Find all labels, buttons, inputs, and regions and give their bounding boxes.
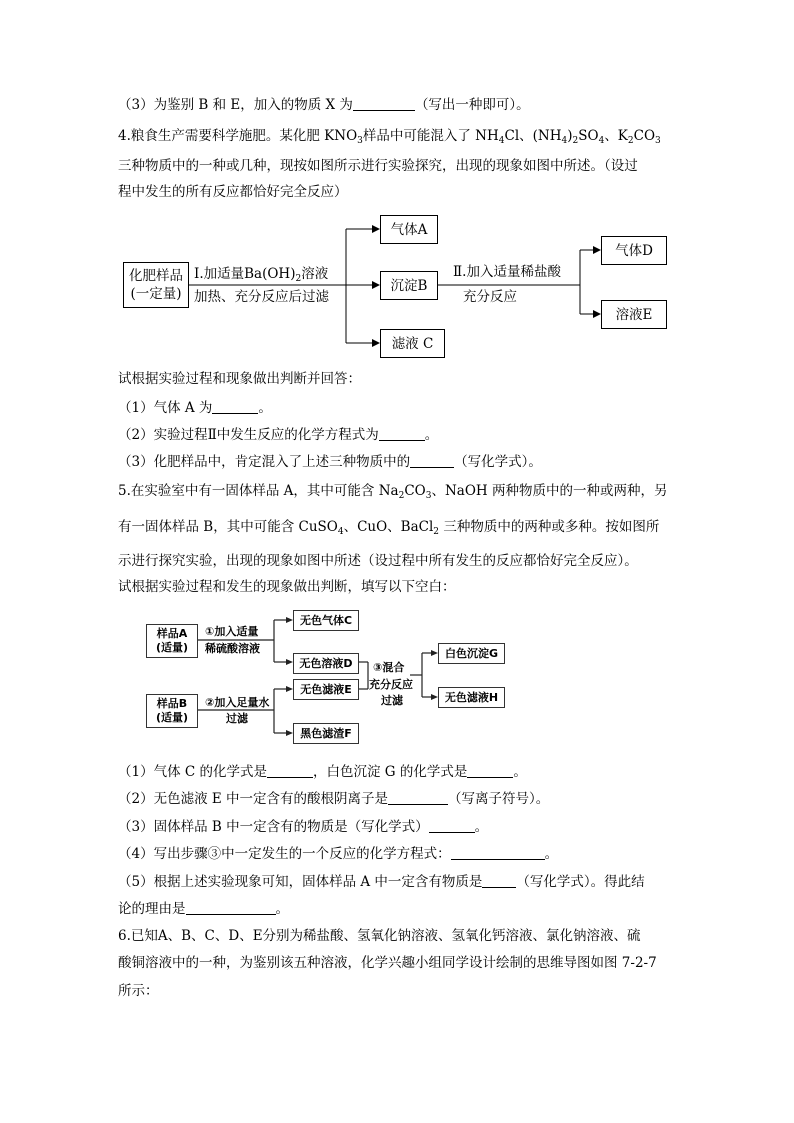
q5-intro-line4: 试根据实验过程和发生的现象做出判断，填写以下空白： [118, 579, 456, 595]
answer-blank[interactable] [267, 763, 313, 778]
q5-intro-line3: 示进行探究实验，出现的现象如图中所述（设过程中所有发生的反应都恰好完全反应）。 [118, 553, 638, 569]
q4-2-line: （2）实验过程Ⅱ中发生反应的化学方程式为 。 [118, 427, 439, 443]
solution-e-box: 溶液E [601, 300, 667, 329]
q5-2-line: （2）无色滤液 E 中一定含有的酸根阴离子是 （写离子符号）。 [118, 791, 550, 807]
answer-blank[interactable] [482, 873, 516, 888]
q5-1-line: （1）气体 C 的化学式是 ，白色沉淀 G 的化学式是 。 [118, 764, 527, 780]
gas-a-box: 气体A [380, 215, 438, 244]
q6-line2: 酸铜溶液中的一种，为鉴别该五种溶液，化学兴趣小组同学设计绘制的思维导图如图 7-2-7 [118, 955, 657, 971]
sample-a-box: 样品A (适量) [146, 624, 198, 658]
answer-blank[interactable] [467, 763, 513, 778]
step1-label-top: Ⅰ.加适量$Ba(OH)_2$溶液 [194, 266, 329, 284]
gas-d-box: 气体D [601, 236, 667, 265]
q6-line1: 6.已知A、B、C、D、E分别为稀盐酸、氢氧化钠溶液、氢氧化钙溶液、氯化钠溶液、硫 [118, 928, 641, 944]
filtrate-c-box: 滤液 C [380, 329, 445, 358]
q5-intro-line2: 有一固体样品 B，其中可能含 CuSO$_4$、CuO、BaCl$_2$ 三种物质中的两种或多种。按如图所 [118, 519, 660, 537]
q4-prompt: 试根据实验过程和现象做出判断并回答： [118, 371, 361, 387]
step2-label-top: ②加入足量水 [205, 696, 270, 709]
gas-c-box: 无色气体C [293, 610, 359, 631]
q5-intro-line1: 5.在实验室中有一固体样品 A，其中可能含 $Na_2CO_3$、NaOH 两种物质中的一种或两种，另 [118, 483, 668, 501]
q5-3-line: （3）固体样品 B 中一定含有的物质是（写化学式） 。 [118, 819, 489, 835]
q5-6-line: 论的理由是 。 [118, 901, 289, 917]
step1-label-bottom: 加热、充分反应后过滤 [194, 289, 329, 305]
step3-label-2: 充分反应 [369, 678, 413, 691]
q6-line3: 所示： [118, 983, 159, 999]
filtrate-h-box: 无色滤液H [438, 687, 505, 708]
filtrate-e-box: 无色滤液E [293, 679, 359, 700]
fertilizer-sample-box: 化肥样品 (一定量) [123, 262, 189, 308]
step2-label-bottom: 过滤 [226, 712, 248, 725]
q4-intro-line1: 4.粮食生产需要科学施肥。某化肥 $KNO_3$样品中可能混入了 $NH_4Cl$、$(NH_4)_2SO_4$、$K_2CO_3$ [118, 128, 661, 146]
step3-label-3: 过滤 [381, 694, 403, 707]
solution-d-box: 无色溶液D [293, 653, 359, 674]
q5-5-line: （5）根据上述实验现象可知，固体样品 A 中一定含有物质是 （写化学式）。得此结 [118, 874, 645, 890]
step2-label-top: Ⅱ.加入适量稀盐酸 [453, 264, 561, 280]
answer-blank[interactable] [186, 900, 276, 915]
q4-1-line: （1）气体 A 为 。 [118, 400, 272, 416]
answer-blank[interactable] [451, 845, 545, 860]
answer-blank[interactable] [410, 453, 454, 468]
answer-blank[interactable] [379, 426, 425, 441]
precipitate-g-box: 白色沉淀G [438, 643, 505, 664]
q4-intro-line3: 程中发生的所有反应都恰好完全反应） [118, 184, 348, 200]
answer-blank[interactable] [212, 399, 258, 414]
q4-3-line: （3）化肥样品中，肯定混入了上述三种物质中的 （写化学式）。 [118, 454, 542, 470]
q5-4-line: （4）写出步骤③中一定发生的一个反应的化学方程式： 。 [118, 846, 559, 862]
step1-label-bottom: 稀硫酸溶液 [205, 642, 260, 655]
precipitate-b-box: 沉淀B [380, 271, 438, 300]
q3-tail: （写出一种即可）。 [414, 97, 530, 113]
answer-blank[interactable] [429, 818, 475, 833]
residue-f-box: 黑色滤渣F [293, 723, 359, 744]
step2-label-bottom: 充分反应 [463, 289, 517, 305]
q3-text: （3）为鉴别 B 和 E，加入的物质 X 为 [118, 97, 353, 113]
sample-b-box: 样品B (适量) [146, 694, 198, 728]
step3-label-1: ③混合 [373, 661, 405, 674]
step1-label-top: ①加入适量 [205, 625, 259, 638]
q4-intro-line2: 三种物质中的一种或几种，现按如图所示进行实验探究，出现的现象如图中所述。（设过 [118, 158, 638, 174]
answer-blank[interactable] [388, 790, 448, 805]
